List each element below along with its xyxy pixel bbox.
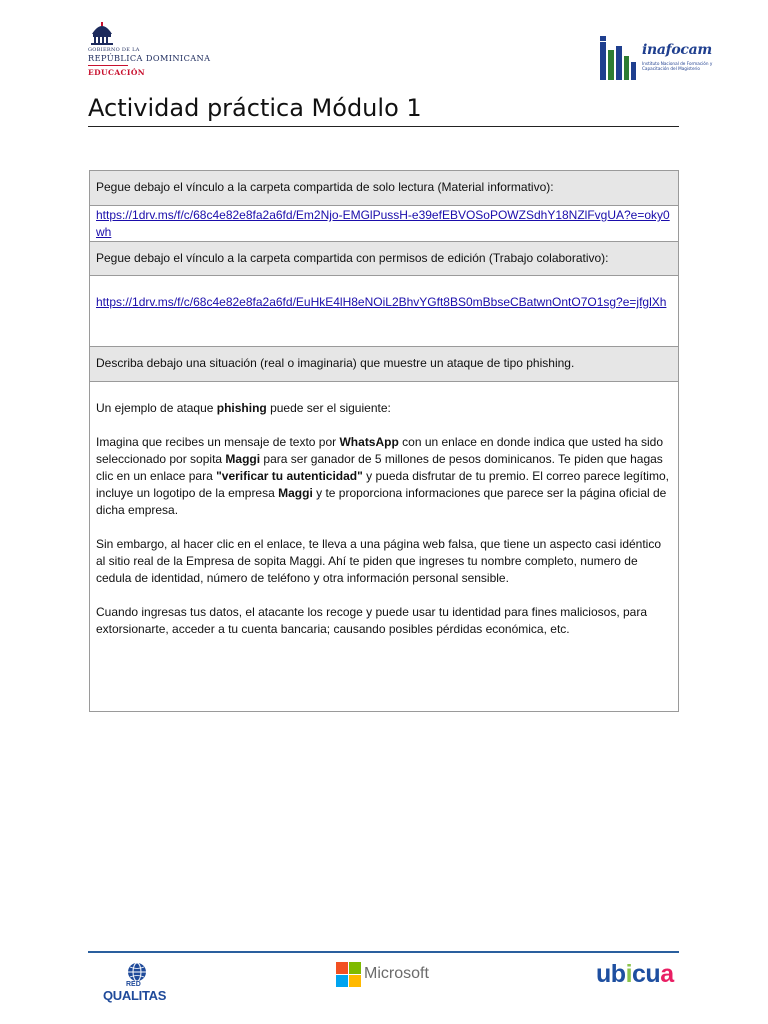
phishing-answer-cell: [90, 381, 678, 711]
inafocam-bars-icon: [600, 36, 636, 80]
readonly-folder-link[interactable]: https://1drv.ms/f/c/68c4e82e8fa2a6fd/Em2Njo-EMGlPussH-e39efEBVOSoPOWZSdhY18NZlFvgUA?e=oky0wh: [96, 208, 670, 239]
answer-paragraph-2: Imagina que recibes un mensaje de texto por WhatsApp con un enlace en donde indica que usted ha sido seleccionado por sopita Maggi para ser ganador de 5 millones de pesos dominicanos. Te piden que hagas clic en un enlace para "verificar tu autenticidad" y pueda disfrutar de tu premio. El correo parece legítimo, incluye un logotipo de la empresa Maggi y te proporciona informaciones que parece ser la página oficial de dicha empresa.: [96, 435, 669, 517]
title-underline: [88, 126, 679, 127]
readonly-folder-prompt: Pegue debajo el vínculo a la carpeta compartida de solo lectura (Material informativo):: [96, 180, 554, 194]
gov-education-label: EDUCACIÓN: [88, 68, 146, 77]
activity-table: [89, 170, 679, 712]
national-seal-icon: [88, 20, 116, 46]
answer-paragraph-3: Sin embargo, al hacer clic en el enlace, te lleva a una página web falsa, que tiene un aspecto casi idéntico al sitio real de la Empresa de sopita Maggi. Ahí te piden que ingreses tu nombre completo, numero de cedula de identidad, número de teléfono y otra información personal sensible.: [96, 537, 662, 585]
microsoft-logo: [336, 962, 436, 990]
page-title: Actividad práctica Módulo 1: [88, 94, 422, 122]
gov-divider: [88, 65, 128, 66]
microsoft-squares-icon: [336, 962, 362, 988]
red-label: RED: [126, 981, 141, 988]
answer-paragraph-4: Cuando ingresas tus datos, el atacante los recoge y puede usar tu identidad para fines maliciosos, para extorsionarte, acceder a tu cuenta bancaria; causando posibles pérdidas económica, etc.: [96, 605, 648, 636]
red-qualitas-logo: [100, 962, 180, 1006]
phishing-prompt: Describa debajo una situación (real o imaginaria) que muestre un ataque de tipo phishing.: [96, 356, 575, 370]
table-row: [90, 205, 678, 241]
globe-icon: [126, 962, 148, 982]
inafocam-logo: [600, 36, 712, 82]
inafocam-name: inafocam: [642, 42, 712, 58]
table-row: [90, 241, 678, 275]
gobierno-rd-logo: [88, 20, 211, 82]
qualitas-label: QUALITAS: [103, 988, 167, 1003]
footer-divider: [88, 951, 679, 953]
gov-line-2: REPÚBLICA DOMINICANA: [88, 53, 211, 63]
answer-paragraph-1: Un ejemplo de ataque phishing puede ser el siguiente:: [96, 401, 391, 415]
table-row: [90, 171, 678, 205]
edit-folder-link[interactable]: https://1drv.ms/f/c/68c4e82e8fa2a6fd/EuHkE4lH8eNOiL2BhvYGft8BS0mBbseCBatwnOntO7O1sg?e=jfglXh: [96, 295, 667, 309]
ubicua-logo: ubicua: [596, 960, 674, 988]
inafocam-tagline: Instituto Nacional de Formación y Capacitación del Magisterio: [642, 61, 713, 72]
table-row: [90, 275, 678, 346]
microsoft-label: Microsoft: [364, 965, 429, 982]
gov-line-1: GOBIERNO DE LA: [88, 47, 140, 53]
edit-folder-prompt: Pegue debajo el vínculo a la carpeta compartida con permisos de edición (Trabajo colaborativo):: [96, 251, 609, 265]
table-row: [90, 346, 678, 381]
